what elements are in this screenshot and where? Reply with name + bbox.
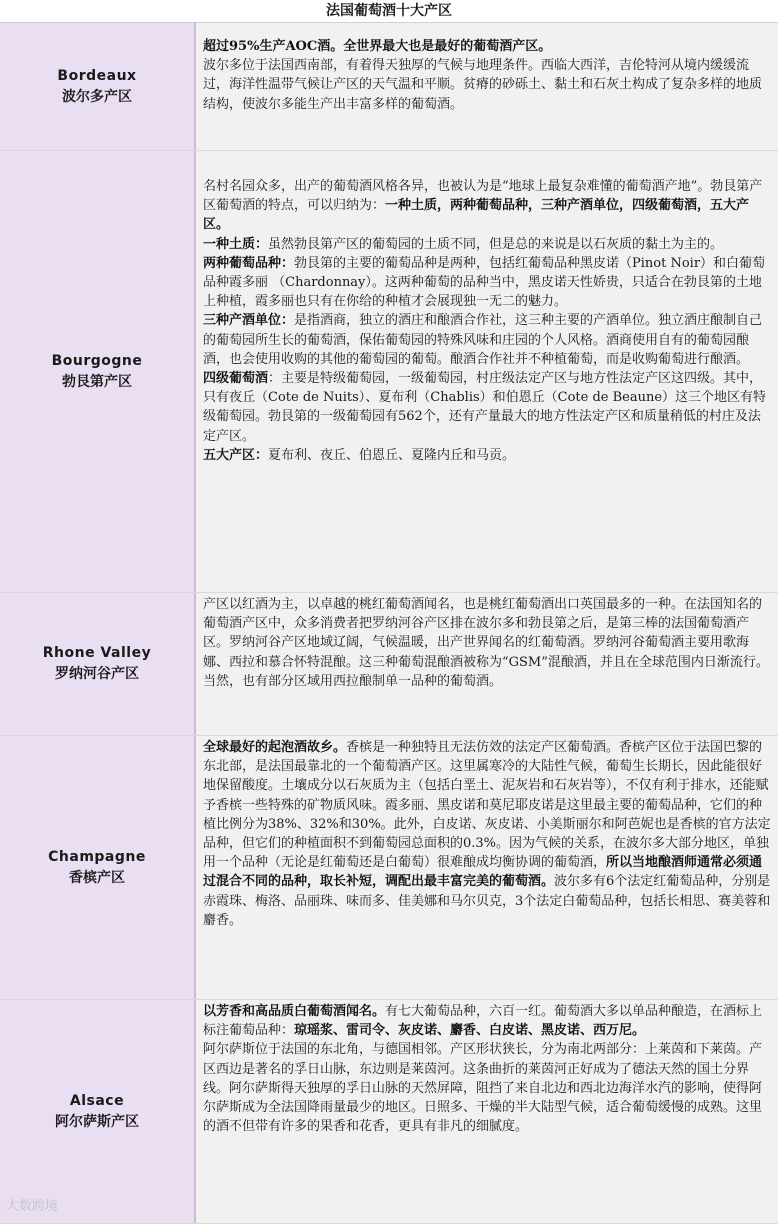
description-paragraph: [203, 1040, 772, 1136]
region-name-en: Bourgogne: [51, 352, 143, 369]
region-description: [196, 593, 778, 735]
region-row: [0, 736, 778, 1000]
highlight-text: 以芳香和高品质白葡萄酒闻名。: [203, 1004, 386, 1019]
highlight-text: 超过95%生产AOC酒。全世界最大也是最好的葡萄酒产区。: [203, 39, 552, 54]
body-text: 波尔多有6个法定红葡萄品种，分别是赤霞珠、梅洛、品丽珠、味而多、佳美娜和马尔贝克，3个法定白葡萄品种，包括长相思、赛美蓉和麝香。: [203, 874, 771, 928]
region-description: [196, 151, 778, 592]
highlight-text: 三种产酒单位：: [203, 313, 295, 329]
highlight-text: 一种土质，两种葡萄品种，三种产酒单位，四级葡萄酒，五大产区。: [203, 198, 750, 233]
region-row: [0, 151, 778, 593]
body-text: 产区以红酒为主，以卓越的桃红葡萄酒闻名，也是桃红葡萄酒出口英国最多的一种。在法国知名的葡萄酒产区中，众多消费者把罗纳河谷产区排在波尔多和勃艮第之后，是第三棒的法国葡萄酒产区。罗纳河谷产区地域辽阔，气候温暖，出产世界闻名的红葡萄酒。罗纳河谷葡萄酒主要用歌海娜、西拉和慕合怀特混酿。这三种葡萄混酿酒被称为“GSM”混酿酒，并且在全球范围内日渐流行。当然，也有部分区域用西拉酿制单一品种的葡萄酒。: [203, 597, 769, 689]
body-text: 有七大葡萄品种，六百一红。葡萄酒大多以单品种酿造，在酒标上标注葡萄品种：: [203, 1004, 763, 1039]
region-name-en: Alsace: [69, 1092, 125, 1109]
description-paragraph: [203, 595, 772, 691]
page-title: 法国葡萄酒十大产区: [0, 0, 778, 23]
region-name-en: Champagne: [48, 848, 146, 865]
region-name-cn: 勃艮第产区: [62, 373, 132, 390]
body-text: ：主要是特级葡萄园，一级葡萄园，村庄级法定产区与地方性法定产区这四级。其中，只有夜丘（Cote de Nuits）、夏布利（Chablis）和伯恩丘（Cote de Beaune）这三个地区有特级葡萄园。勃艮第的一级葡萄园有562个，还有产量最大的地方性法定产区和质量稍低的村庄及法定产区。: [203, 371, 767, 444]
description-paragraph: [203, 1002, 772, 1040]
description-paragraph: [203, 738, 772, 930]
body-text: 香槟是一种独特且无法仿效的法定产区葡萄酒。香槟产区位于法国巴黎的东北部，是法国最靠北的一个葡萄酒产区。这里属寒冷的大陆性气候，葡萄生长期长，因此能很好地保留酸度。土壤成分以石灰质为主（包括白垩土、泥灰岩和石灰岩等），不仅有利于排水，还能赋予香槟一些特殊的矿物质风味。霞多丽、黑皮诺和莫尼耶皮诺是这里最主要的葡萄品种，它们的种植比例分为38%、32%和30%。此外，白皮诺、灰皮诺、小美斯丽尔和阿芭妮也是香槟的官方法定品种，但它们的种植面积不到葡萄园总面积的0.3%。因为气候的关系，在波尔多大部分地区，单独用一个品种（无论是红葡萄还是白葡萄）很难酿成均衡协调的葡萄酒，: [203, 740, 771, 871]
description-paragraph: [203, 254, 772, 312]
region-name-cn: 罗纳河谷产区: [55, 666, 139, 682]
description-paragraph: [203, 56, 772, 114]
highlight-text: 琼瑶浆、雷司令、灰皮诺、麝香、白皮诺、黑皮诺、西万尼。: [294, 1023, 646, 1039]
description-paragraph: [203, 37, 772, 56]
region-name-en: Rhone Valley: [42, 645, 152, 661]
region-row: [0, 23, 778, 151]
body-text: 夏布利、夜丘、伯恩丘、夏隆内丘和马贡。: [268, 447, 516, 463]
region-row: [0, 1000, 778, 1224]
description-paragraph: [203, 311, 772, 369]
description-paragraph: [203, 369, 772, 446]
watermark: 大数跨境: [6, 1199, 59, 1214]
description-paragraph: [203, 177, 772, 235]
region-description: [196, 1000, 778, 1223]
highlight-text: 一种土质：: [203, 236, 269, 252]
region-name-cn: 波尔多产区: [62, 88, 132, 105]
region-name-cn: 香槟产区: [69, 869, 125, 886]
highlight-text: 全球最好的起泡酒故乡。: [203, 740, 347, 755]
body-text: 勃艮第的主要的葡萄品种是两种，包括红葡萄品种黑皮诺（Pinot Noir）和白葡萄品种霞多丽 （Chardonnay）。这两种葡萄的品种当中，黑皮诺天性娇贵，只适合在勃艮第的土地上种植，霞多丽也只有在你给的种植才会展现独一无二的魅力。: [203, 255, 766, 310]
description-paragraph: [203, 446, 772, 465]
highlight-text: 四级葡萄酒: [203, 371, 269, 387]
description-paragraph: [203, 235, 772, 254]
highlight-text: 两种葡萄品种：: [203, 255, 295, 271]
body-text: 名村名园众多，出产的葡萄酒风格各异，也被认为是“地球上最复杂难懂的葡萄酒产地”。勃艮第产区葡萄酒的特点，可以归纳为：: [203, 179, 763, 214]
region-name-en: Bordeaux: [57, 67, 137, 84]
regions-table: [0, 23, 778, 1224]
region-name-cn: 阿尔萨斯产区: [55, 1113, 139, 1130]
body-text: 阿尔萨斯位于法国的东北角，与德国相邻。产区形状狭长，分为南北两部分：上莱茵和下莱茵。产区西边是著名的孚日山脉，东边则是莱茵河。这条曲折的莱茵河正好成为了德法天然的国土分界线。阿尔萨斯得天独厚的孚日山脉的天然屏障，阻挡了来自北边和西北边海洋水汽的影响，使得阿尔萨斯成为全法国降雨量最少的地区。日照多、干燥的半大陆型气候，适合葡萄缓慢的成熟。这里的酒不但带有许多的果香和花香，更具有非凡的细腻度。: [203, 1042, 763, 1135]
highlight-text: 五大产区：: [203, 447, 269, 463]
region-name-cell: [0, 23, 196, 150]
region-description: [196, 736, 778, 999]
region-description: [196, 23, 778, 150]
body-text: 是指酒商，独立的酒庄和酿酒合作社，这三种主要的产酒单位。独立酒庄酿制自己的葡萄园所生长的葡萄酒，保佑葡萄园的特殊风味和庄园的个人风格。酒商使用自有的葡萄园酿酒，也会使用收购的其他的葡萄园的葡萄。酿酒合作社并不种植葡萄，而是收购葡萄进行酿酒。: [203, 313, 763, 367]
region-name-cell: [0, 1000, 196, 1223]
body-text: 虽然勃艮第产区的葡萄园的土质不同，但是总的来说是以石灰质的黏土为主的。: [268, 236, 724, 252]
region-name-cell: [0, 736, 196, 999]
region-row: [0, 593, 778, 736]
region-name-cell: [0, 593, 196, 735]
region-name-cell: [0, 151, 196, 592]
highlight-text: 所以当地酿酒师通常必须通过混合不同的品种，取长补短，调配出最丰富完美的葡萄酒。: [203, 855, 763, 890]
body-text: 波尔多位于法国西南部，有着得天独厚的气候与地理条件。西临大西洋，吉伦特河从境内缓缓流过，海洋性温带气候让产区的天气温和平顺。贫瘠的砂砾土、黏土和石灰土构成了复杂多样的地质结构，使波尔多能生产出丰富多样的葡萄酒。: [203, 58, 763, 112]
